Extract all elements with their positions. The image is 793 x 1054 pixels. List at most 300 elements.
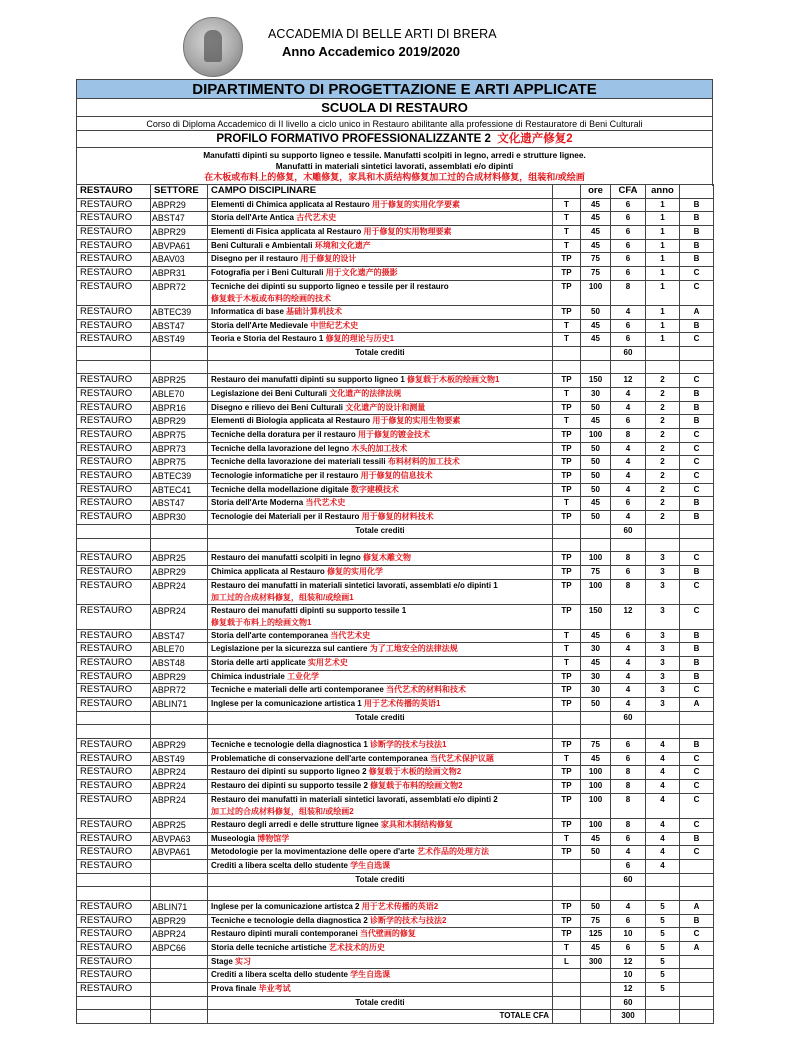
- anno-cell: 3: [646, 656, 680, 670]
- ore-cell: 100: [581, 793, 611, 818]
- settore-cell: ABST47: [151, 319, 208, 333]
- course-name-cn: 修复木雕文物: [363, 553, 412, 563]
- ore-cell: 100: [581, 552, 611, 566]
- ore-cell: 50: [581, 483, 611, 497]
- table-row: [77, 305, 714, 319]
- empty-cell: [208, 538, 553, 552]
- course-name-cn: 学生自选课: [350, 860, 391, 870]
- ore-cell: [581, 983, 611, 997]
- empty-cell: [553, 725, 581, 739]
- empty-cell: [646, 346, 680, 360]
- empty-cell: [581, 725, 611, 739]
- table-row: [77, 752, 714, 766]
- settore-cell: ABST49: [151, 333, 208, 347]
- campo-cell: [208, 374, 553, 388]
- cfa-cell: 4: [611, 900, 646, 914]
- area-cell: RESTAURO: [77, 267, 151, 281]
- table-row: [77, 928, 714, 942]
- tipo-cell: TP: [553, 552, 581, 566]
- course-name-cn: 用于修复的实用物理要素: [363, 227, 452, 237]
- tipo-cell: TP: [553, 267, 581, 281]
- ore-cell: 45: [581, 656, 611, 670]
- course-name-it: Tecniche della lavorazione del legno: [211, 443, 350, 453]
- area-cell: RESTAURO: [77, 470, 151, 484]
- empty-cell: [77, 360, 151, 374]
- area-cell: RESTAURO: [77, 604, 151, 629]
- ore-cell: 300: [581, 955, 611, 969]
- course-name-cn: 中世纪艺术史: [310, 320, 359, 330]
- campo-cell: [208, 415, 553, 429]
- course-name-it: Storia delle arti applicate: [211, 657, 306, 667]
- anno-cell: 3: [646, 579, 680, 604]
- anno-cell: 4: [646, 859, 680, 873]
- settore-cell: ABPR72: [151, 684, 208, 698]
- tipo-cell: TP: [553, 579, 581, 604]
- table-row: [77, 456, 714, 470]
- ore-cell: 45: [581, 226, 611, 240]
- ambito-cell: A: [680, 900, 714, 914]
- course-name-cn: 修复载于布料的绘画文物2: [370, 781, 463, 791]
- settore-cell: ABLIN71: [151, 900, 208, 914]
- course-name-cn: 用于修复的材料技术: [361, 512, 434, 522]
- area-cell: RESTAURO: [77, 914, 151, 928]
- area-cell: RESTAURO: [77, 766, 151, 780]
- course-name-it: Restauro dei manufatti in materiali sintetici lavorati, assemblati e/o dipinti 2: [211, 794, 498, 804]
- anno-cell: 3: [646, 643, 680, 657]
- area-cell: RESTAURO: [77, 780, 151, 794]
- course-name-it: Tecniche dei dipinti su supporto ligneo e tessile per il restauro: [211, 281, 449, 291]
- area-cell: RESTAURO: [77, 319, 151, 333]
- campo-cell: [208, 429, 553, 443]
- campo-cell: [208, 442, 553, 456]
- empty-cell: [77, 524, 151, 538]
- empty-cell: [151, 873, 208, 887]
- anno-cell: 3: [646, 604, 680, 629]
- table-row: [77, 670, 714, 684]
- ambito-cell: C: [680, 552, 714, 566]
- empty-cell: [646, 524, 680, 538]
- cfa-cell: 4: [611, 456, 646, 470]
- empty-cell: [553, 346, 581, 360]
- ore-cell: 100: [581, 280, 611, 305]
- tipo-cell: T: [553, 497, 581, 511]
- anno-cell: 3: [646, 565, 680, 579]
- total-label: Totale crediti: [208, 996, 553, 1010]
- table-row: [77, 387, 714, 401]
- empty-cell: [646, 873, 680, 887]
- tipo-cell: T: [553, 212, 581, 226]
- cfa-cell: 6: [611, 629, 646, 643]
- campo-cell: [208, 859, 553, 873]
- ore-cell: 30: [581, 684, 611, 698]
- course-name-it: Restauro dei manufatti dipinti su supporto tessile 1: [211, 605, 407, 615]
- ore-cell: 50: [581, 900, 611, 914]
- ambito-cell: C: [680, 483, 714, 497]
- document-header: [76, 79, 713, 186]
- course-name-it: Chimica industriale: [211, 671, 285, 681]
- ambito-cell: B: [680, 239, 714, 253]
- cfa-cell: 4: [611, 483, 646, 497]
- empty-cell: [77, 711, 151, 725]
- tipo-cell: TP: [553, 470, 581, 484]
- area-cell: RESTAURO: [77, 280, 151, 305]
- ore-cell: 30: [581, 387, 611, 401]
- empty-cell: [77, 996, 151, 1010]
- academic-year: Anno Accademico 2019/2020: [282, 44, 460, 59]
- course-name-it: Disegno per il restauro: [211, 254, 299, 264]
- course-name-it: Restauro dei manufatti dipinti su supporto ligneo 1: [211, 375, 405, 385]
- cfa-cell: 6: [611, 198, 646, 212]
- course-name-cn: 修复的实用化学: [327, 566, 384, 576]
- table-row: [77, 656, 714, 670]
- area-cell: RESTAURO: [77, 565, 151, 579]
- table-row: [77, 280, 714, 305]
- course-name-cn: 为了工地安全的法律法规: [369, 644, 458, 654]
- total-row: [77, 524, 714, 538]
- course-name-cn: 木头的加工技术: [351, 443, 408, 453]
- tipo-cell: [553, 983, 581, 997]
- course-name-it: Storia dell'Arte Medievale: [211, 320, 309, 330]
- ambito-cell: C: [680, 752, 714, 766]
- ambito-cell: C: [680, 429, 714, 443]
- course-name-it: Legislazione per la sicurezza sul cantiere: [211, 644, 368, 654]
- ambito-cell: B: [680, 629, 714, 643]
- empty-cell: [646, 538, 680, 552]
- anno-cell: 1: [646, 253, 680, 267]
- ore-cell: 30: [581, 670, 611, 684]
- course-name-cn: 用于修复的实用生物要素: [372, 416, 461, 426]
- area-cell: RESTAURO: [77, 643, 151, 657]
- tipo-cell: T: [553, 387, 581, 401]
- campo-cell: [208, 832, 553, 846]
- settore-cell: [151, 969, 208, 983]
- area-cell: RESTAURO: [77, 198, 151, 212]
- settore-cell: ABLIN71: [151, 698, 208, 712]
- campo-cell: [208, 969, 553, 983]
- institution-name: ACCADEMIA DI BELLE ARTI DI BRERA: [268, 27, 497, 41]
- table-row: [77, 212, 714, 226]
- column-header-area: RESTAURO: [77, 185, 151, 199]
- empty-cell: [611, 360, 646, 374]
- empty-cell: [553, 360, 581, 374]
- ore-cell: 50: [581, 511, 611, 525]
- grand-total-row: [77, 1010, 714, 1024]
- cfa-cell: 6: [611, 333, 646, 347]
- ore-cell: 50: [581, 470, 611, 484]
- course-name-it: Tecniche della doratura per il restauro: [211, 430, 356, 439]
- anno-cell: 4: [646, 846, 680, 860]
- settore-cell: ABLE70: [151, 387, 208, 401]
- cfa-cell: 12: [611, 374, 646, 388]
- campo-cell: [208, 212, 553, 226]
- settore-cell: ABPC66: [151, 942, 208, 956]
- table-row: [77, 604, 714, 629]
- cfa-cell: 8: [611, 429, 646, 443]
- area-cell: RESTAURO: [77, 429, 151, 443]
- ambito-cell: B: [680, 497, 714, 511]
- area-cell: RESTAURO: [77, 983, 151, 997]
- area-cell: RESTAURO: [77, 955, 151, 969]
- campo-cell: [208, 656, 553, 670]
- campo-cell: [208, 928, 553, 942]
- settore-cell: ABST48: [151, 656, 208, 670]
- anno-cell: 1: [646, 267, 680, 281]
- table-row: [77, 900, 714, 914]
- table-row: [77, 629, 714, 643]
- table-row: [77, 401, 714, 415]
- description-line-1: Manufatti dipinti su supporto ligneo e tessile. Manufatti scolpiti in legno, arredi e strutture lignee.: [203, 150, 586, 160]
- ore-cell: 45: [581, 212, 611, 226]
- settore-cell: ABST47: [151, 212, 208, 226]
- ore-cell: 45: [581, 415, 611, 429]
- cfa-cell: 4: [611, 305, 646, 319]
- empty-cell: [151, 887, 208, 901]
- course-name-cn: 学生自选课: [350, 970, 391, 980]
- profile-description: [77, 148, 712, 186]
- tipo-cell: TP: [553, 793, 581, 818]
- course-name-cn: 当代艺术史: [330, 630, 371, 640]
- grand-total-label: TOTALE CFA: [208, 1010, 553, 1024]
- cfa-cell: 6: [611, 226, 646, 240]
- course-name-cn: 加工过的合成材料修复，组装和/或绘画2: [211, 806, 354, 816]
- tipo-cell: TP: [553, 511, 581, 525]
- ore-cell: 45: [581, 239, 611, 253]
- cfa-cell: 8: [611, 552, 646, 566]
- campo-cell: [208, 456, 553, 470]
- area-cell: RESTAURO: [77, 226, 151, 240]
- empty-cell: [151, 1010, 208, 1024]
- ambito-cell: B: [680, 226, 714, 240]
- anno-cell: 3: [646, 698, 680, 712]
- ambito-cell: B: [680, 565, 714, 579]
- column-header-tipo: [553, 185, 581, 199]
- tipo-cell: TP: [553, 456, 581, 470]
- table-row: [77, 684, 714, 698]
- anno-cell: 2: [646, 401, 680, 415]
- course-name-cn: 修复载于木板或布料的绘画的技术: [211, 293, 331, 303]
- anno-cell: 2: [646, 511, 680, 525]
- table-row: [77, 739, 714, 753]
- settore-cell: ABPR29: [151, 198, 208, 212]
- tipo-cell: T: [553, 319, 581, 333]
- table-row: [77, 470, 714, 484]
- anno-cell: 4: [646, 818, 680, 832]
- ambito-cell: B: [680, 198, 714, 212]
- ambito-cell: B: [680, 401, 714, 415]
- ambito-cell: C: [680, 470, 714, 484]
- empty-cell: [680, 360, 714, 374]
- settore-cell: ABAV03: [151, 253, 208, 267]
- empty-cell: [208, 725, 553, 739]
- ambito-cell: B: [680, 670, 714, 684]
- area-cell: RESTAURO: [77, 456, 151, 470]
- course-name-it: Restauro degli arredi e delle strutture lignee: [211, 819, 379, 829]
- empty-cell: [680, 711, 714, 725]
- settore-cell: ABPR25: [151, 818, 208, 832]
- course-name-cn: 用于修复的设计: [300, 254, 357, 264]
- anno-cell: 4: [646, 793, 680, 818]
- total-value: 60: [611, 346, 646, 360]
- table-row: [77, 198, 714, 212]
- course-name-cn: 家具和木制结构修复: [380, 819, 453, 829]
- ambito-cell: C: [680, 780, 714, 794]
- course-name-cn: 当代艺术保护议题: [429, 753, 494, 763]
- ambito-cell: C: [680, 684, 714, 698]
- table-row: [77, 552, 714, 566]
- campo-cell: [208, 698, 553, 712]
- ambito-cell: B: [680, 212, 714, 226]
- cfa-cell: 6: [611, 253, 646, 267]
- empty-cell: [680, 996, 714, 1010]
- ore-cell: 75: [581, 565, 611, 579]
- cfa-cell: 4: [611, 684, 646, 698]
- ambito-cell: C: [680, 374, 714, 388]
- course-name-cn: 实用艺术史: [307, 657, 348, 667]
- course-name-it: Tecniche e tecnologie della diagnostica 2: [211, 915, 368, 925]
- tipo-cell: TP: [553, 766, 581, 780]
- ambito-cell: C: [680, 333, 714, 347]
- empty-cell: [553, 524, 581, 538]
- tipo-cell: TP: [553, 253, 581, 267]
- campo-cell: [208, 579, 553, 604]
- total-value: 60: [611, 711, 646, 725]
- area-cell: RESTAURO: [77, 333, 151, 347]
- anno-cell: 1: [646, 226, 680, 240]
- campo-cell: [208, 239, 553, 253]
- total-value: 60: [611, 873, 646, 887]
- anno-cell: 1: [646, 333, 680, 347]
- tipo-cell: TP: [553, 914, 581, 928]
- table-row: [77, 793, 714, 818]
- course-name-cn: 用于文化遗产的摄影: [325, 268, 398, 278]
- campo-cell: [208, 846, 553, 860]
- cfa-cell: 6: [611, 942, 646, 956]
- table-row: [77, 780, 714, 794]
- settore-cell: ABPR24: [151, 579, 208, 604]
- settore-cell: ABPR75: [151, 456, 208, 470]
- cfa-cell: 6: [611, 239, 646, 253]
- ore-cell: 50: [581, 456, 611, 470]
- settore-cell: ABVPA61: [151, 846, 208, 860]
- settore-cell: [151, 983, 208, 997]
- empty-cell: [581, 538, 611, 552]
- ore-cell: 50: [581, 442, 611, 456]
- anno-cell: 4: [646, 752, 680, 766]
- ore-cell: 125: [581, 928, 611, 942]
- cfa-cell: 6: [611, 565, 646, 579]
- course-name-cn: 数字建模技术: [350, 484, 399, 494]
- settore-cell: ABPR29: [151, 670, 208, 684]
- campo-cell: [208, 983, 553, 997]
- ambito-cell: [680, 859, 714, 873]
- ambito-cell: B: [680, 739, 714, 753]
- settore-cell: ABLE70: [151, 643, 208, 657]
- ore-cell: 75: [581, 739, 611, 753]
- ambito-cell: C: [680, 604, 714, 629]
- total-label: Totale crediti: [208, 524, 553, 538]
- empty-cell: [646, 725, 680, 739]
- cfa-cell: 4: [611, 401, 646, 415]
- cfa-cell: 4: [611, 643, 646, 657]
- settore-cell: ABTEC39: [151, 470, 208, 484]
- settore-cell: ABST47: [151, 629, 208, 643]
- column-header-anno: anno: [646, 185, 680, 199]
- course-name-it: Stage: [211, 956, 233, 966]
- empty-cell: [151, 524, 208, 538]
- campo-cell: [208, 766, 553, 780]
- cfa-cell: 12: [611, 983, 646, 997]
- ore-cell: 45: [581, 497, 611, 511]
- course-name-cn: 当代艺术的材料和技术: [386, 685, 467, 695]
- ambito-cell: B: [680, 253, 714, 267]
- settore-cell: ABPR31: [151, 267, 208, 281]
- anno-cell: 5: [646, 942, 680, 956]
- empty-cell: [553, 711, 581, 725]
- cfa-cell: 6: [611, 319, 646, 333]
- campo-cell: [208, 511, 553, 525]
- anno-cell: 2: [646, 415, 680, 429]
- table-row: [77, 698, 714, 712]
- course-name-it: Tecnologie dei Materiali per il Restauro: [211, 512, 360, 522]
- settore-cell: ABVPA63: [151, 832, 208, 846]
- ore-cell: 100: [581, 818, 611, 832]
- empty-cell: [646, 887, 680, 901]
- anno-cell: 3: [646, 629, 680, 643]
- total-row: [77, 711, 714, 725]
- empty-cell: [581, 996, 611, 1010]
- empty-cell: [151, 360, 208, 374]
- table-row: [77, 579, 714, 604]
- settore-cell: ABPR16: [151, 401, 208, 415]
- area-cell: RESTAURO: [77, 832, 151, 846]
- empty-cell: [680, 524, 714, 538]
- tipo-cell: TP: [553, 565, 581, 579]
- settore-cell: ABPR24: [151, 766, 208, 780]
- tipo-cell: T: [553, 832, 581, 846]
- course-name-cn: 用于艺术传播的英语2: [361, 901, 439, 911]
- ore-cell: 45: [581, 629, 611, 643]
- settore-cell: ABPR29: [151, 565, 208, 579]
- empty-cell: [77, 346, 151, 360]
- area-cell: RESTAURO: [77, 629, 151, 643]
- course-name-it: Elementi di Biologia applicata al Restauro: [211, 416, 371, 426]
- area-cell: RESTAURO: [77, 497, 151, 511]
- course-name-it: Tecniche della modellazione digitale: [211, 484, 349, 494]
- cfa-cell: 4: [611, 846, 646, 860]
- settore-cell: ABPR75: [151, 429, 208, 443]
- campo-cell: [208, 670, 553, 684]
- course-name-cn: 诊断学的技术与技法1: [370, 740, 447, 750]
- spacer-row: [77, 887, 714, 901]
- empty-cell: [77, 887, 151, 901]
- cfa-cell: 8: [611, 793, 646, 818]
- ore-cell: 50: [581, 698, 611, 712]
- description-line-2: Manufatti in materiali sintetici lavorati, assemblati e/o dipinti: [275, 161, 514, 171]
- campo-cell: [208, 739, 553, 753]
- ore-cell: 30: [581, 643, 611, 657]
- total-row: [77, 996, 714, 1010]
- settore-cell: ABPR29: [151, 739, 208, 753]
- tipo-cell: T: [553, 643, 581, 657]
- table-row: [77, 565, 714, 579]
- anno-cell: 2: [646, 442, 680, 456]
- area-cell: RESTAURO: [77, 212, 151, 226]
- area-cell: RESTAURO: [77, 859, 151, 873]
- course-name-cn: 用于修复的镀金技术: [358, 430, 431, 439]
- ore-cell: 100: [581, 429, 611, 443]
- course-name-cn: 文化遗产的法律法规: [329, 388, 402, 398]
- anno-cell: 2: [646, 374, 680, 388]
